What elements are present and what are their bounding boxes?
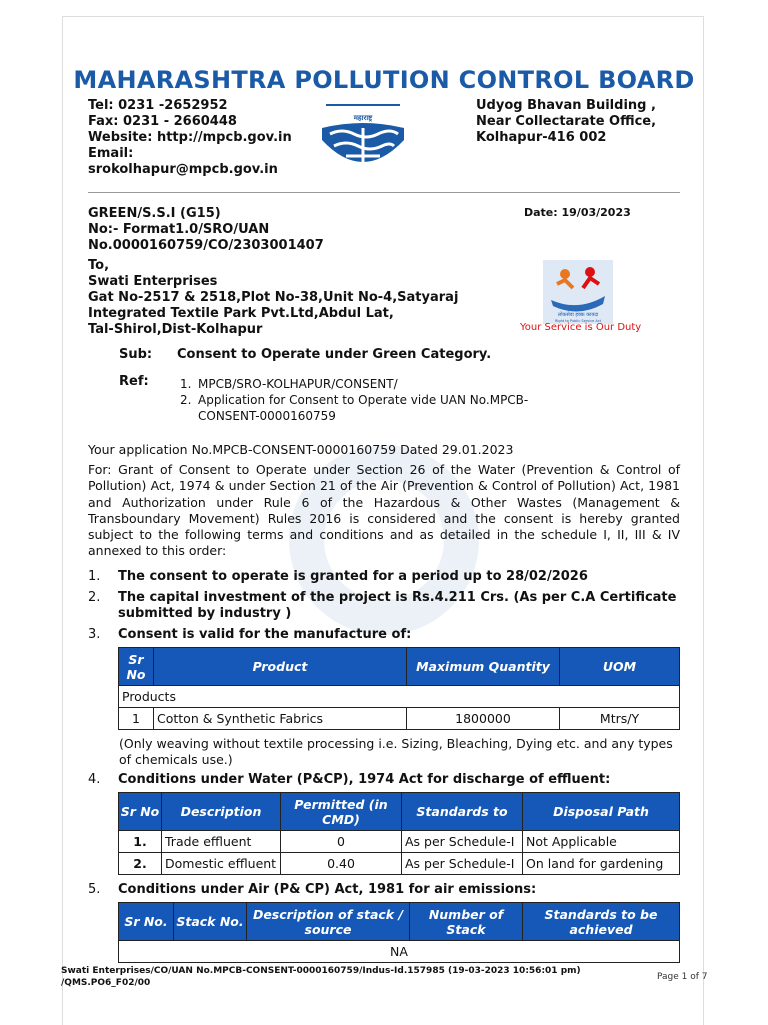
products-table	[118, 647, 680, 730]
col-header: Product	[154, 648, 407, 686]
permitted: 0	[281, 831, 402, 853]
fax-line: Fax: 0231 - 2660448	[88, 114, 237, 129]
col-header: Description	[162, 793, 281, 831]
company-name: Swati Enterprises	[88, 274, 218, 289]
product-name: Cotton & Synthetic Fabrics	[154, 708, 407, 730]
group-label: Products	[119, 686, 680, 708]
footer-line: Swati Enterprises/CO/UAN No.MPCB-CONSENT-0000160759/Indus-Id.157985 (19-03-2023 10:56:01 pm)	[61, 966, 581, 976]
air-table	[118, 902, 680, 963]
col-header: Standards to	[402, 793, 523, 831]
address-line: Kolhapur-416 002	[476, 130, 607, 145]
description: Domestic effluent	[162, 853, 281, 875]
rtps-logo	[543, 260, 613, 324]
issue-date: Date: 19/03/2023	[524, 206, 631, 219]
rtps-logo-text: लोकसेवा हक्क कायदा	[557, 312, 599, 318]
condition-item	[88, 569, 680, 585]
uom: Mtrs/Y	[560, 708, 680, 730]
email-address[interactable]: srokolhapur@mpcb.gov.in	[88, 162, 278, 177]
ref-text: MPCB/SRO-KOLHAPUR/CONSENT/	[198, 377, 398, 391]
ref-number: 1.	[180, 377, 192, 391]
table-row	[119, 708, 680, 730]
rtps-logo-subtext: Right to Public Service Act	[554, 319, 602, 323]
table-row	[119, 853, 680, 875]
standard: As per Schedule-I	[402, 853, 523, 875]
email-label: Email:	[88, 146, 134, 161]
header-divider	[88, 192, 680, 193]
to-label: To,	[88, 258, 110, 273]
contact-block	[88, 98, 292, 178]
disposal-path: Not Applicable	[523, 831, 680, 853]
permitted: 0.40	[281, 853, 402, 875]
condition-text: Conditions under Water (P&CP), 1974 Act for discharge of effluent:	[118, 772, 611, 787]
max-quantity: 1800000	[407, 708, 560, 730]
condition-item	[88, 627, 680, 643]
table-row	[119, 831, 680, 853]
condition-number: 4.	[88, 772, 101, 787]
condition-number: 2.	[88, 590, 101, 605]
company-address: Gat No-2517 & 2518,Plot No-38,Unit No-4,Satyaraj	[88, 290, 459, 305]
condition-item	[88, 772, 680, 788]
addressee-block	[88, 258, 458, 338]
description: Trade effluent	[162, 831, 281, 853]
condition-item	[88, 882, 680, 898]
empty-value: NA	[119, 941, 680, 963]
ref-label: Ref:	[119, 374, 149, 389]
ref-item	[180, 376, 558, 392]
sr-no: 1	[119, 708, 154, 730]
uan-line: No.0000160759/CO/2303001407	[88, 238, 324, 253]
condition-number: 1.	[88, 569, 101, 584]
reference-block	[88, 206, 324, 254]
format-line: No:- Format1.0/SRO/UAN	[88, 222, 270, 237]
col-header: Number of Stack	[410, 903, 523, 941]
sr-no: 1.	[119, 831, 162, 853]
col-header: Permitted (in CMD)	[281, 793, 402, 831]
col-header: Sr No	[119, 648, 154, 686]
tel-line: Tel: 0231 -2652952	[88, 98, 228, 113]
footer-line: /QMS.PO6_F02/00	[61, 978, 151, 988]
condition-number: 3.	[88, 627, 101, 642]
condition-number: 5.	[88, 882, 101, 897]
condition-text: The capital investment of the project is Rs.4.211 Crs. (As per C.A Certificate submitted by industry )	[118, 590, 677, 621]
mpcb-logo	[318, 100, 408, 184]
condition-item	[88, 590, 680, 622]
ref-item	[180, 392, 558, 424]
col-header: Standards to be achieved	[523, 903, 680, 941]
products-note: (Only weaving without textile processing i.e. Sizing, Bleaching, Dying etc. and any types of chemicals use.)	[119, 736, 673, 767]
company-address: Integrated Textile Park Pvt.Ltd,Abdul Lat,	[88, 306, 394, 321]
col-header: Sr No.	[119, 903, 174, 941]
document-footer	[61, 965, 581, 989]
board-title: MAHARASHTRA POLLUTION CONTROL BOARD	[73, 66, 695, 94]
address-block	[476, 98, 656, 146]
rtps-caption: Your Service is Our Duty	[520, 322, 642, 333]
col-header: UOM	[560, 648, 680, 686]
col-header: Maximum Quantity	[407, 648, 560, 686]
website-line[interactable]: Website: http://mpcb.gov.in	[88, 130, 292, 145]
grant-paragraph: For: Grant of Consent to Operate under Section 26 of the Water (Prevention & Control of Pollution) Act, 1974 & under Section 21 of the Air (Prevention & Control of Pollution) Act, 1981 and Authorization under Rule 6 of the Hazardous & Other Wastes (Management & Transboundary Movement) Rules 2016 is considered and the consent is hereby granted subject to the following terms and conditions and as detailed in the schedule I, II, III & IV annexed to this order:	[88, 462, 680, 559]
disposal-path: On land for gardening	[523, 853, 680, 875]
water-table	[118, 792, 680, 875]
address-line: Near Collectarate Office,	[476, 114, 657, 129]
col-header: Stack No.	[174, 903, 247, 941]
subject-label: Sub:	[119, 347, 153, 362]
col-header: Description of stack / source	[247, 903, 410, 941]
col-header: Disposal Path	[523, 793, 680, 831]
condition-text: Conditions under Air (P& CP) Act, 1981 for air emissions:	[118, 882, 537, 897]
category-line: GREEN/S.S.I (G15)	[88, 206, 221, 221]
application-line: Your application No.MPCB-CONSENT-0000160759 Dated 29.01.2023	[88, 442, 514, 457]
col-header: Sr No	[119, 793, 162, 831]
ref-list	[180, 376, 558, 424]
standard: As per Schedule-I	[402, 831, 523, 853]
page-number: Page 1 of 7	[657, 972, 708, 982]
logo-text: महाराष्ट्र	[353, 114, 373, 122]
sr-no: 2.	[119, 853, 162, 875]
ref-number: 2.	[180, 393, 192, 407]
condition-text: Consent is valid for the manufacture of:	[118, 627, 412, 642]
table-row	[119, 941, 680, 963]
subject-text: Consent to Operate under Green Category.	[177, 347, 492, 362]
address-line: Udyog Bhavan Building ,	[476, 98, 656, 113]
company-address: Tal-Shirol,Dist-Kolhapur	[88, 322, 263, 337]
condition-text: The consent to operate is granted for a period up to 28/02/2026	[118, 569, 588, 584]
ref-text: Application for Consent to Operate vide UAN No.MPCB-CONSENT-0000160759	[198, 393, 529, 423]
